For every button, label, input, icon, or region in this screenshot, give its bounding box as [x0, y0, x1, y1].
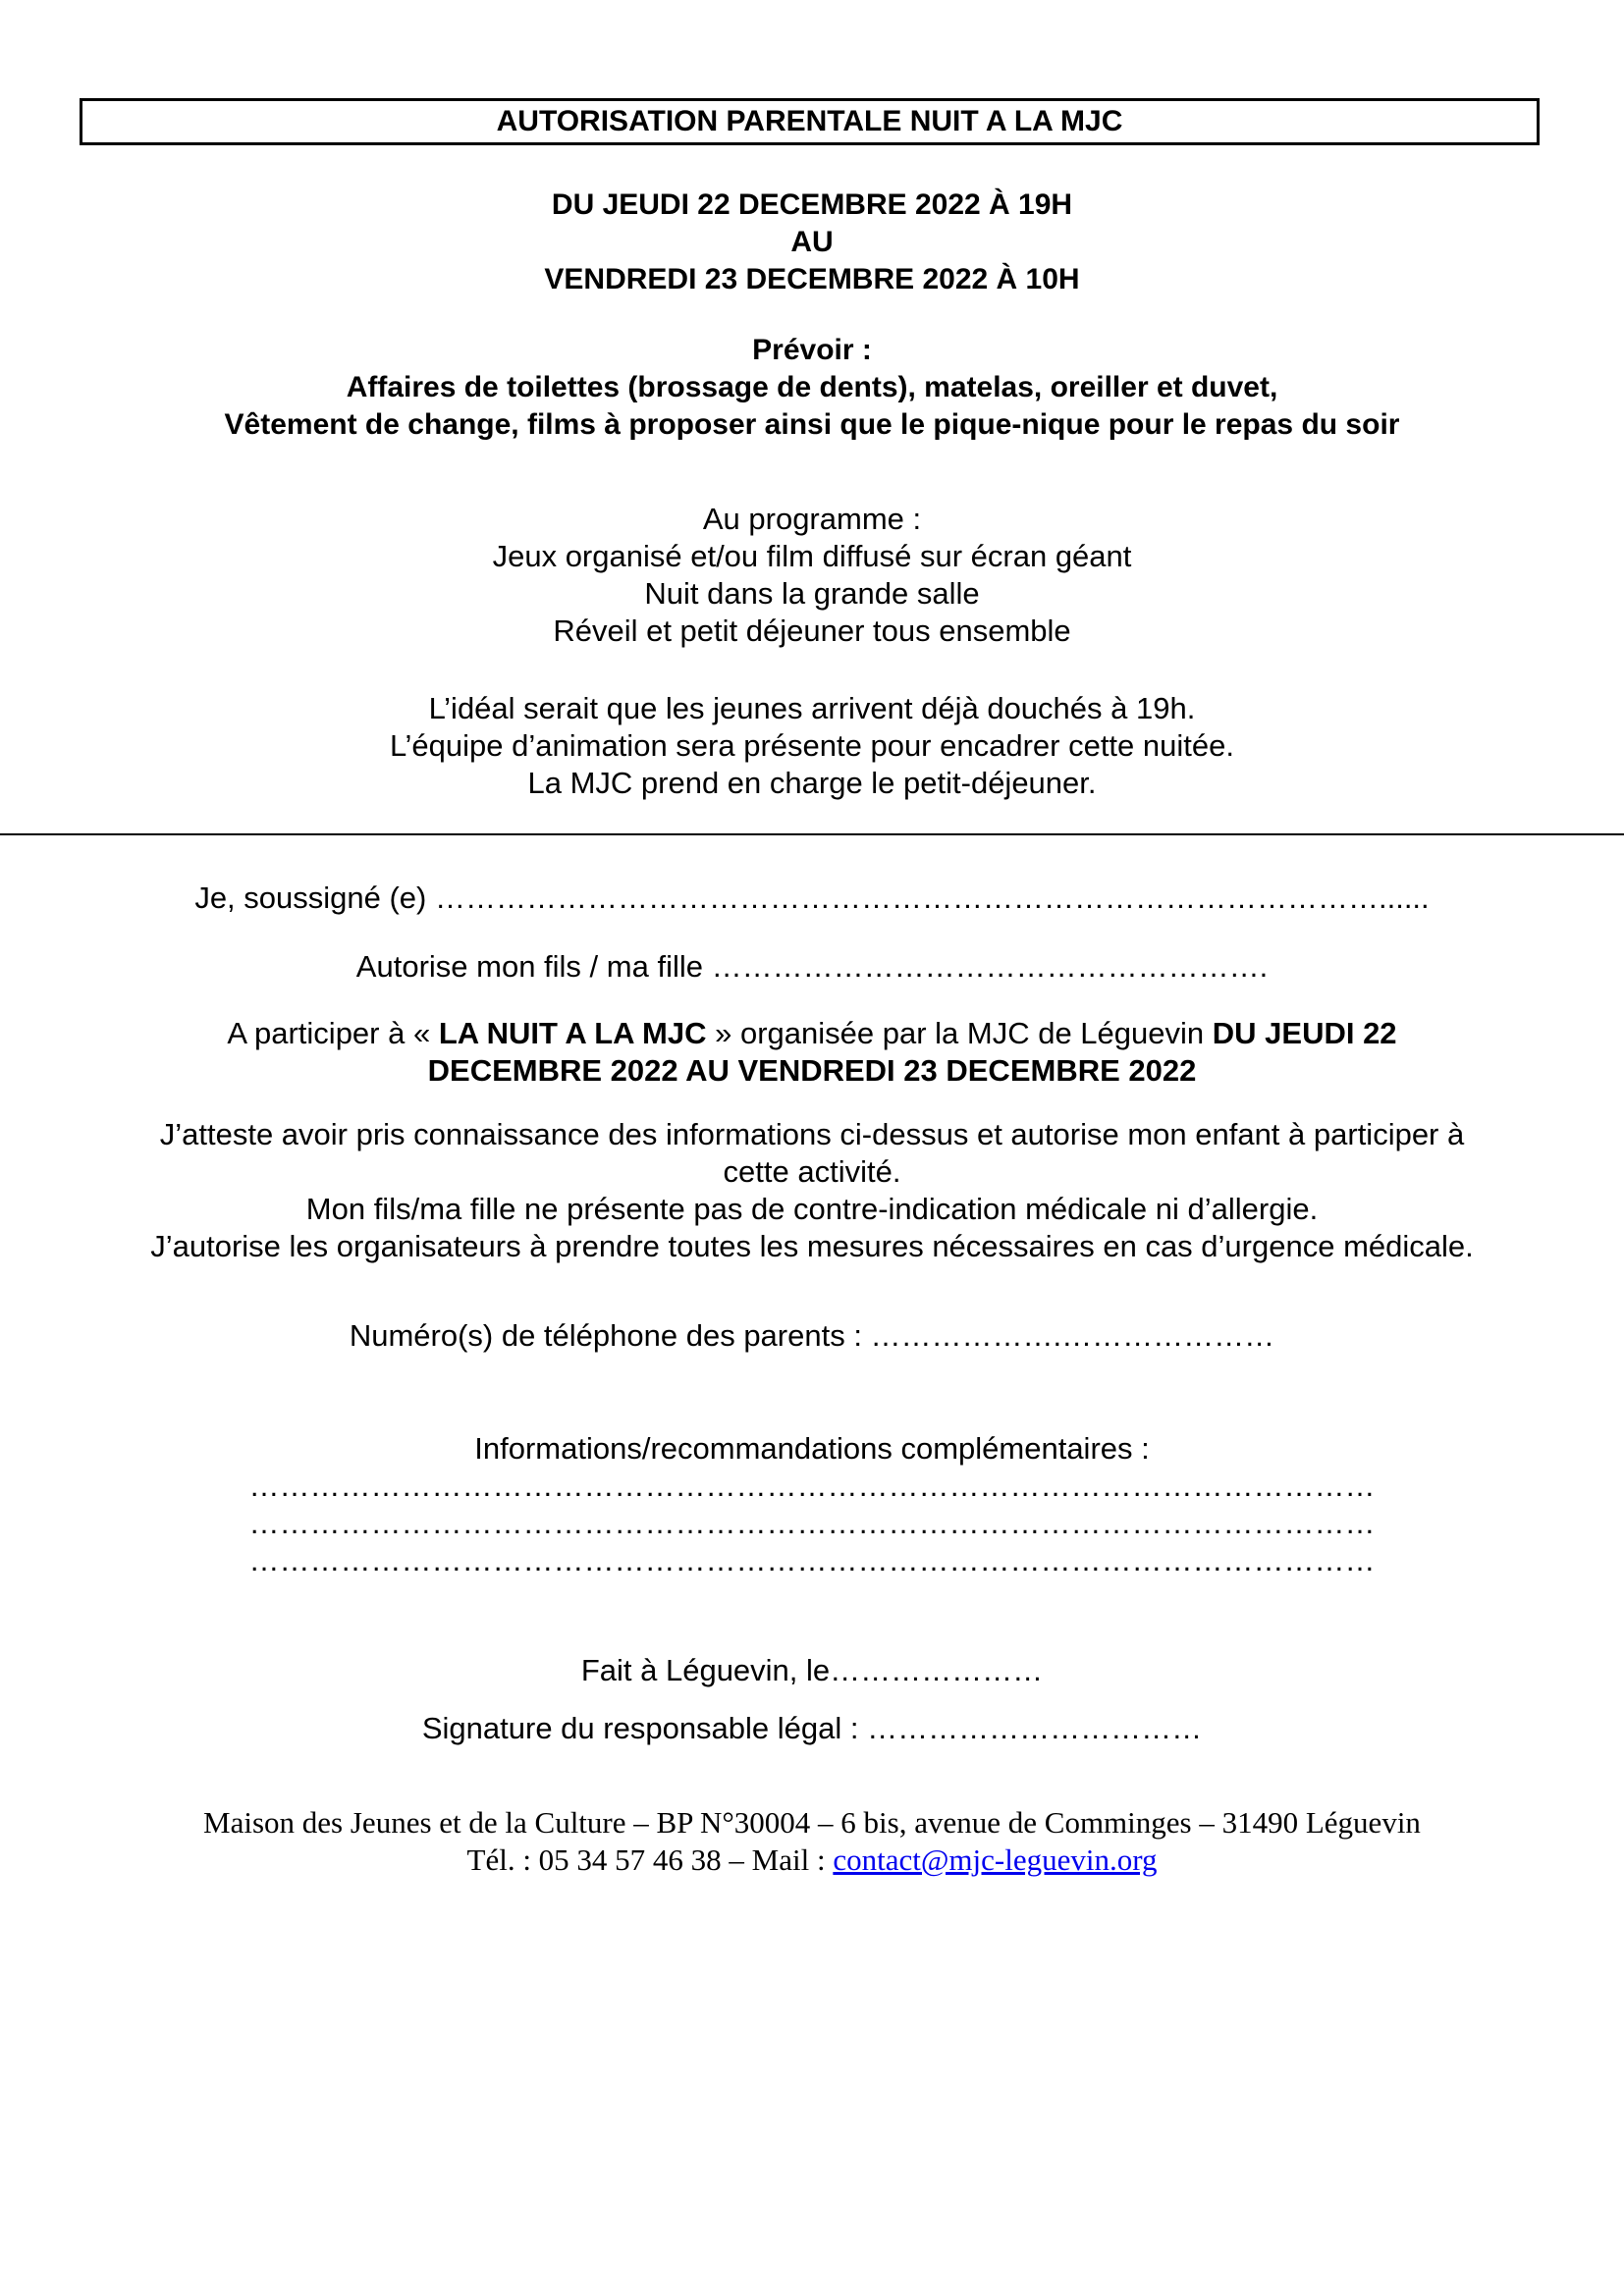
fait-line: Fait à Léguevin, le………………… — [580, 1653, 1044, 1687]
participation-dates-end: DECEMBRE 2022 AU VENDREDI 23 DECEMBRE 2022 — [427, 1053, 1197, 1088]
signature-field — [0, 1710, 1624, 1747]
event-date-end: VENDREDI 23 DECEMBRE 2022 À 10H — [544, 263, 1080, 295]
section-divider — [0, 833, 1624, 835]
participation-line-1 — [0, 1015, 1624, 1052]
footer-contact — [0, 1842, 1624, 1879]
medical-line-2: J’autorise les organisateurs à prendre toutes les mesures nécessaires en cas d’urgence médicale. — [150, 1229, 1474, 1263]
notes-section — [0, 690, 1624, 802]
autorise-line: Autorise mon fils / ma fille ………………………………………………. — [355, 949, 1269, 984]
programme-heading: Au programme : — [702, 502, 922, 536]
event-date-separator: AU — [790, 226, 834, 258]
fait-field — [0, 1652, 1624, 1689]
infos-dotted-line: ………………………………………………………………………………………………… — [248, 1543, 1376, 1577]
prevoir-section — [0, 332, 1624, 444]
note-line: La MJC prend en charge le petit-déjeuner. — [527, 766, 1097, 800]
event-dates — [0, 187, 1624, 298]
attestation-line-1: J’atteste avoir pris connaissance des informations ci-dessus et autorise mon enfant à participer à — [159, 1117, 1465, 1151]
signature-line: Signature du responsable légal : …………………………… — [421, 1711, 1203, 1745]
telephone-field — [0, 1317, 1624, 1355]
autorise-field — [0, 948, 1624, 986]
prevoir-line-1: Affaires de toilettes (brossage de dents), matelas, oreiller et duvet, — [346, 371, 1278, 403]
attestation-section — [0, 1116, 1624, 1265]
soussigne-line: Je, soussigné (e) …………………………………………………………………………………...... — [194, 881, 1430, 915]
participation-dates-start: DU JEUDI 22 — [1212, 1016, 1397, 1050]
email-link[interactable]: contact@mjc-leguevin.org — [833, 1842, 1158, 1877]
programme-item: Jeux organisé et/ou film diffusé sur écran géant — [492, 539, 1132, 573]
note-line: L’idéal serait que les jeunes arrivent déjà douchés à 19h. — [428, 691, 1196, 725]
participation-mid: » organisée par la MJC de Léguevin — [706, 1016, 1213, 1050]
infos-dotted-line: ………………………………………………………………………………………………… — [248, 1506, 1376, 1540]
infos-section — [0, 1430, 1624, 1579]
soussigne-field — [0, 880, 1624, 917]
telephone-line: Numéro(s) de téléphone des parents : ……………….………………… — [349, 1318, 1275, 1353]
programme-section — [0, 501, 1624, 650]
infos-heading: Informations/recommandations complémentaires : — [474, 1431, 1150, 1466]
event-name: LA NUIT A LA MJC — [438, 1016, 707, 1050]
footer — [0, 1804, 1624, 1879]
page-title: AUTORISATION PARENTALE NUIT A LA MJC — [80, 98, 1540, 145]
medical-line-1: Mon fils/ma fille ne présente pas de contre-indication médicale ni d’allergie. — [305, 1192, 1319, 1226]
prevoir-line-2: Vêtement de change, films à proposer ainsi que le pique-nique pour le repas du soir — [224, 408, 1400, 441]
footer-address: Maison des Jeunes et de la Culture – BP N°30004 – 6 bis, avenue de Comminges – 31490 Léguevin — [203, 1805, 1421, 1840]
note-line: L’équipe d’animation sera présente pour encadrer cette nuitée. — [390, 728, 1234, 763]
programme-item: Nuit dans la grande salle — [644, 576, 980, 611]
participation-statement — [0, 1015, 1624, 1090]
programme-item: Réveil et petit déjeuner tous ensemble — [553, 614, 1071, 648]
participation-prefix: A participer à « — [227, 1016, 439, 1050]
infos-dotted-line: ………………………………………………………………………………………………… — [248, 1468, 1376, 1503]
prevoir-heading: Prévoir : — [752, 334, 872, 366]
event-date-start: DU JEUDI 22 DECEMBRE 2022 À 19H — [551, 188, 1073, 221]
attestation-line-2: cette activité. — [723, 1154, 901, 1189]
footer-contact-prefix: Tél. : 05 34 57 46 38 – Mail : — [466, 1842, 834, 1877]
